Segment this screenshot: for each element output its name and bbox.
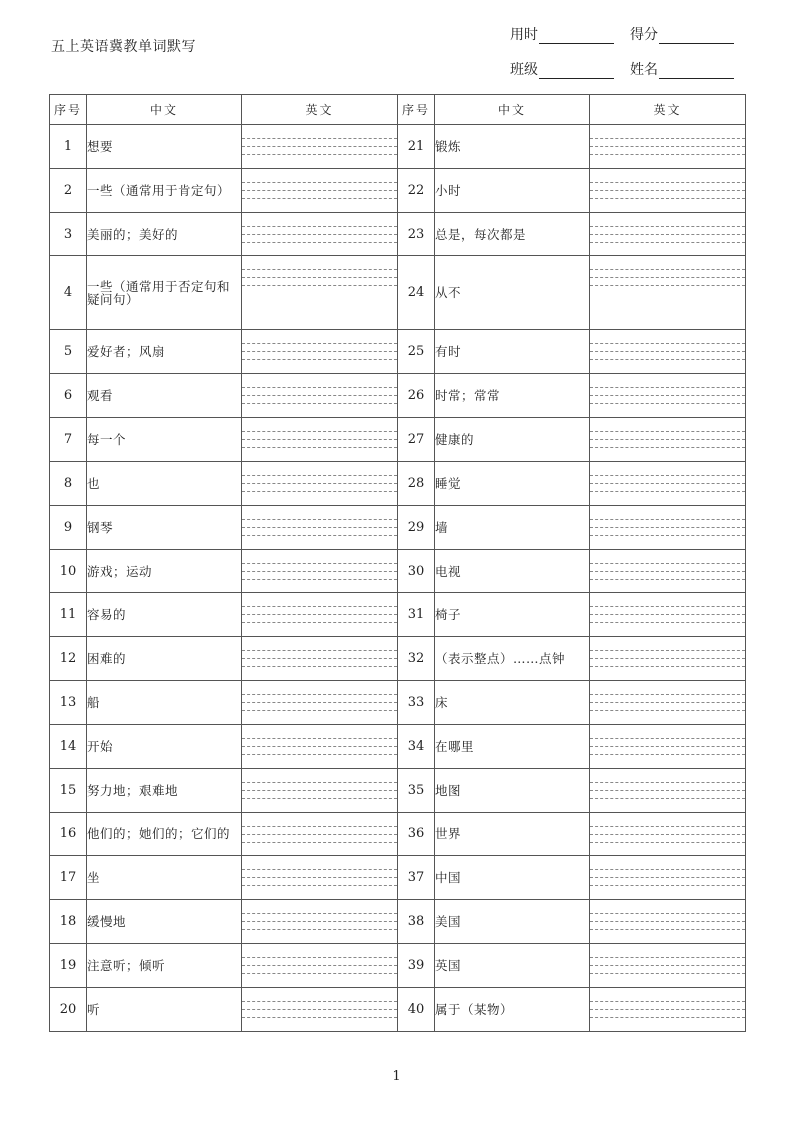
item-number: 19 (50, 944, 87, 988)
item-number: 15 (50, 768, 87, 812)
score-label: 得分 (630, 27, 658, 43)
answer-guide-line (242, 387, 397, 388)
chinese-term: 地图 (435, 768, 590, 812)
answer-guide-line (242, 1009, 397, 1010)
answer-guide-line (590, 198, 745, 199)
answer-guide-line (242, 242, 397, 243)
answer-guide-line (242, 929, 397, 930)
answer-guide-line (590, 877, 745, 878)
chinese-term: 美丽的；美好的 (87, 212, 242, 256)
answer-guide-line (590, 842, 745, 843)
answer-guide-line (242, 622, 397, 623)
chinese-term: 想要 (87, 125, 242, 169)
item-number: 1 (50, 125, 87, 169)
answer-guide-line (242, 826, 397, 827)
answer-guide-line (242, 431, 397, 432)
answer-guide-line (242, 198, 397, 199)
page-number: 1 (392, 1069, 401, 1084)
english-answer-field[interactable] (242, 505, 398, 549)
answer-guide-line (590, 571, 745, 572)
score-field[interactable] (630, 24, 734, 44)
table-row (50, 856, 746, 900)
answer-guide-line (590, 483, 745, 484)
english-answer-field[interactable] (590, 856, 746, 900)
chinese-term: 注意听；倾听 (87, 944, 242, 988)
english-answer-field[interactable] (242, 330, 398, 374)
answer-guide-line (242, 182, 397, 183)
answer-guide-line (590, 475, 745, 476)
header-chinese-left: 中文 (87, 95, 242, 125)
item-number: 23 (398, 212, 435, 256)
time-blank[interactable] (539, 29, 614, 44)
english-answer-field[interactable] (590, 212, 746, 256)
english-answer-field[interactable] (590, 637, 746, 681)
answer-guide-line (590, 285, 745, 286)
answer-guide-line (590, 359, 745, 360)
english-answer-field[interactable] (590, 812, 746, 856)
name-blank[interactable] (659, 64, 734, 79)
item-number: 6 (50, 374, 87, 418)
item-number: 37 (398, 856, 435, 900)
table-row (50, 593, 746, 637)
item-number: 40 (398, 987, 435, 1031)
answer-guide-line (590, 343, 745, 344)
answer-guide-line (242, 650, 397, 651)
chinese-term: （表示整点）……点钟 (435, 637, 590, 681)
chinese-term: 游戏；运动 (87, 549, 242, 593)
answer-guide-line (242, 1001, 397, 1002)
answer-guide-line (242, 973, 397, 974)
english-answer-field[interactable] (590, 900, 746, 944)
chinese-term: 观看 (87, 374, 242, 418)
chinese-term: 钢琴 (87, 505, 242, 549)
answer-guide-line (242, 190, 397, 191)
answer-guide-line (590, 666, 745, 667)
answer-guide-line (242, 1017, 397, 1018)
english-answer-field[interactable] (590, 461, 746, 505)
english-answer-field[interactable] (590, 330, 746, 374)
english-answer-field[interactable] (242, 812, 398, 856)
answer-guide-line (242, 395, 397, 396)
answer-guide-line (590, 650, 745, 651)
chinese-term: 困难的 (87, 637, 242, 681)
answer-guide-line (590, 395, 745, 396)
chinese-term: 美国 (435, 900, 590, 944)
item-number: 2 (50, 168, 87, 212)
answer-guide-line (590, 869, 745, 870)
table-row (50, 681, 746, 725)
answer-guide-line (242, 491, 397, 492)
chinese-term: 总是，每次都是 (435, 212, 590, 256)
item-number: 18 (50, 900, 87, 944)
item-number: 20 (50, 987, 87, 1031)
chinese-term: 世界 (435, 812, 590, 856)
answer-guide-line (590, 790, 745, 791)
answer-guide-line (590, 519, 745, 520)
chinese-term: 睡觉 (435, 461, 590, 505)
answer-guide-line (590, 606, 745, 607)
item-number: 11 (50, 593, 87, 637)
english-answer-field[interactable] (590, 418, 746, 462)
answer-guide-line (242, 957, 397, 958)
english-answer-field[interactable] (590, 168, 746, 212)
chinese-term: 他们的；她们的；它们的 (87, 812, 242, 856)
answer-guide-line (590, 535, 745, 536)
table-row (50, 168, 746, 212)
answer-guide-line (590, 834, 745, 835)
item-number: 31 (398, 593, 435, 637)
chinese-term: 时常；常常 (435, 374, 590, 418)
item-number: 29 (398, 505, 435, 549)
answer-guide-line (242, 439, 397, 440)
answer-guide-line (590, 754, 745, 755)
answer-guide-line (590, 921, 745, 922)
table-row (50, 768, 746, 812)
answer-guide-line (590, 885, 745, 886)
chinese-term: 努力地；艰难地 (87, 768, 242, 812)
answer-guide-line (242, 571, 397, 572)
answer-guide-line (590, 782, 745, 783)
answer-guide-line (590, 277, 745, 278)
table-row (50, 374, 746, 418)
answer-guide-line (590, 154, 745, 155)
chinese-term: 缓慢地 (87, 900, 242, 944)
english-answer-field[interactable] (242, 418, 398, 462)
answer-guide-line (242, 447, 397, 448)
answer-guide-line (590, 913, 745, 914)
item-number: 9 (50, 505, 87, 549)
answer-guide-line (242, 885, 397, 886)
table-row (50, 418, 746, 462)
answer-guide-line (242, 790, 397, 791)
answer-guide-line (242, 738, 397, 739)
english-answer-field[interactable] (242, 768, 398, 812)
chinese-term: 床 (435, 681, 590, 725)
chinese-term: 在哪里 (435, 724, 590, 768)
english-answer-field[interactable] (242, 593, 398, 637)
answer-guide-line (242, 658, 397, 659)
class-label: 班级 (510, 62, 538, 78)
answer-guide-line (242, 869, 397, 870)
answer-guide-line (242, 579, 397, 580)
answer-guide-line (590, 563, 745, 564)
answer-guide-line (590, 269, 745, 270)
table-row (50, 461, 746, 505)
table-row (50, 256, 746, 330)
answer-guide-line (590, 929, 745, 930)
item-number: 7 (50, 418, 87, 462)
item-number: 26 (398, 374, 435, 418)
table-row (50, 987, 746, 1031)
table-row (50, 900, 746, 944)
item-number: 36 (398, 812, 435, 856)
answer-guide-line (590, 579, 745, 580)
answer-guide-line (590, 387, 745, 388)
answer-guide-line (242, 702, 397, 703)
chinese-term: 容易的 (87, 593, 242, 637)
answer-guide-line (590, 431, 745, 432)
english-answer-field[interactable] (590, 374, 746, 418)
chinese-term: 健康的 (435, 418, 590, 462)
answer-guide-line (590, 658, 745, 659)
answer-guide-line (590, 447, 745, 448)
item-number: 12 (50, 637, 87, 681)
answer-guide-line (242, 834, 397, 835)
item-number: 28 (398, 461, 435, 505)
chinese-term: 英国 (435, 944, 590, 988)
chinese-term: 听 (87, 987, 242, 1031)
english-answer-field[interactable] (242, 900, 398, 944)
chinese-term: 开始 (87, 724, 242, 768)
chinese-term: 小时 (435, 168, 590, 212)
answer-guide-line (590, 403, 745, 404)
class-blank[interactable] (539, 64, 614, 79)
english-answer-field[interactable] (242, 212, 398, 256)
english-answer-field[interactable] (242, 637, 398, 681)
chinese-term: 船 (87, 681, 242, 725)
english-answer-field[interactable] (242, 549, 398, 593)
answer-guide-line (242, 359, 397, 360)
answer-guide-line (590, 826, 745, 827)
chinese-term: 从不 (435, 256, 590, 330)
answer-guide-line (242, 138, 397, 139)
answer-guide-line (590, 694, 745, 695)
item-number: 16 (50, 812, 87, 856)
answer-guide-line (242, 694, 397, 695)
answer-guide-line (242, 403, 397, 404)
item-number: 25 (398, 330, 435, 374)
answer-guide-line (590, 622, 745, 623)
answer-guide-line (242, 285, 397, 286)
chinese-term: 属于（某物） (435, 987, 590, 1031)
chinese-term: 锻炼 (435, 125, 590, 169)
answer-guide-line (242, 234, 397, 235)
answer-guide-line (590, 965, 745, 966)
table-row (50, 549, 746, 593)
english-answer-field[interactable] (242, 374, 398, 418)
english-answer-field[interactable] (242, 461, 398, 505)
english-answer-field[interactable] (590, 987, 746, 1031)
header-english-right: 英文 (590, 95, 746, 125)
chinese-term: 坐 (87, 856, 242, 900)
answer-guide-line (242, 154, 397, 155)
answer-guide-line (242, 798, 397, 799)
table-header-row (50, 95, 746, 125)
chinese-term: 每一个 (87, 418, 242, 462)
table-row (50, 125, 746, 169)
answer-guide-line (242, 921, 397, 922)
answer-guide-line (242, 877, 397, 878)
answer-guide-line (242, 746, 397, 747)
answer-guide-line (590, 973, 745, 974)
answer-guide-line (242, 351, 397, 352)
answer-guide-line (242, 563, 397, 564)
answer-guide-line (242, 782, 397, 783)
answer-guide-line (590, 1009, 745, 1010)
english-answer-field[interactable] (242, 256, 398, 330)
chinese-term: 墙 (435, 505, 590, 549)
answer-guide-line (242, 483, 397, 484)
table-row (50, 944, 746, 988)
item-number: 27 (398, 418, 435, 462)
name-field[interactable] (630, 59, 734, 79)
item-number: 10 (50, 549, 87, 593)
item-number: 17 (50, 856, 87, 900)
table-row (50, 330, 746, 374)
item-number: 30 (398, 549, 435, 593)
answer-guide-line (242, 754, 397, 755)
english-answer-field[interactable] (242, 724, 398, 768)
answer-guide-line (590, 351, 745, 352)
answer-guide-line (242, 269, 397, 270)
chinese-term: 一些（通常用于否定句和疑问句） (87, 256, 242, 330)
table-row (50, 212, 746, 256)
item-number: 3 (50, 212, 87, 256)
item-number: 21 (398, 125, 435, 169)
answer-guide-line (242, 842, 397, 843)
english-answer-field[interactable] (590, 681, 746, 725)
english-answer-field[interactable] (590, 125, 746, 169)
item-number: 32 (398, 637, 435, 681)
answer-guide-line (590, 738, 745, 739)
answer-guide-line (242, 614, 397, 615)
item-number: 33 (398, 681, 435, 725)
answer-guide-line (590, 182, 745, 183)
table-row (50, 637, 746, 681)
item-number: 38 (398, 900, 435, 944)
header-chinese-right: 中文 (435, 95, 590, 125)
english-answer-field[interactable] (242, 856, 398, 900)
item-number: 34 (398, 724, 435, 768)
chinese-term: 爱好者；风扇 (87, 330, 242, 374)
english-answer-field[interactable] (242, 681, 398, 725)
answer-guide-line (590, 957, 745, 958)
answer-guide-line (590, 614, 745, 615)
table-row (50, 505, 746, 549)
answer-guide-line (590, 746, 745, 747)
english-answer-field[interactable] (590, 593, 746, 637)
answer-guide-line (242, 535, 397, 536)
answer-guide-line (590, 138, 745, 139)
answer-guide-line (590, 439, 745, 440)
english-answer-field[interactable] (590, 256, 746, 330)
table-row (50, 812, 746, 856)
english-answer-field[interactable] (590, 505, 746, 549)
english-answer-field[interactable] (242, 168, 398, 212)
item-number: 24 (398, 256, 435, 330)
answer-guide-line (590, 242, 745, 243)
english-answer-field[interactable] (242, 987, 398, 1031)
chinese-term: 有时 (435, 330, 590, 374)
answer-guide-line (242, 475, 397, 476)
answer-guide-line (242, 606, 397, 607)
english-answer-field[interactable] (590, 549, 746, 593)
worksheet-title: 五上英语冀教单词默写 (51, 39, 196, 55)
english-answer-field[interactable] (590, 724, 746, 768)
answer-guide-line (590, 491, 745, 492)
table-row (50, 724, 746, 768)
item-number: 5 (50, 330, 87, 374)
time-field[interactable] (510, 24, 614, 44)
chinese-term: 椅子 (435, 593, 590, 637)
item-number: 22 (398, 168, 435, 212)
answer-guide-line (590, 527, 745, 528)
header-english-left: 英文 (242, 95, 398, 125)
answer-guide-line (590, 798, 745, 799)
english-answer-field[interactable] (242, 125, 398, 169)
item-number: 8 (50, 461, 87, 505)
chinese-term: 也 (87, 461, 242, 505)
english-answer-field[interactable] (590, 768, 746, 812)
answer-guide-line (590, 1001, 745, 1002)
answer-guide-line (242, 146, 397, 147)
chinese-term: 中国 (435, 856, 590, 900)
score-blank[interactable] (659, 29, 734, 44)
item-number: 35 (398, 768, 435, 812)
answer-guide-line (590, 146, 745, 147)
chinese-term: 电视 (435, 549, 590, 593)
answer-guide-line (242, 226, 397, 227)
time-label: 用时 (510, 27, 538, 43)
answer-guide-line (242, 277, 397, 278)
vocabulary-table (49, 94, 746, 1032)
answer-guide-line (590, 226, 745, 227)
answer-guide-line (242, 965, 397, 966)
answer-guide-line (242, 527, 397, 528)
class-field[interactable] (510, 59, 614, 79)
item-number: 13 (50, 681, 87, 725)
chinese-term: 一些（通常用于肯定句） (87, 168, 242, 212)
answer-guide-line (590, 710, 745, 711)
meta-row-bottom (510, 59, 734, 79)
answer-guide-line (242, 913, 397, 914)
answer-guide-line (242, 343, 397, 344)
name-label: 姓名 (630, 62, 658, 78)
answer-guide-line (242, 666, 397, 667)
answer-guide-line (242, 519, 397, 520)
english-answer-field[interactable] (242, 944, 398, 988)
item-number: 14 (50, 724, 87, 768)
header-number-right: 序号 (398, 95, 435, 125)
item-number: 39 (398, 944, 435, 988)
answer-guide-line (590, 234, 745, 235)
item-number: 4 (50, 256, 87, 330)
answer-guide-line (590, 190, 745, 191)
answer-guide-line (590, 1017, 745, 1018)
answer-guide-line (242, 710, 397, 711)
answer-guide-line (590, 702, 745, 703)
header-number-left: 序号 (50, 95, 87, 125)
english-answer-field[interactable] (590, 944, 746, 988)
meta-row-top (510, 24, 734, 44)
